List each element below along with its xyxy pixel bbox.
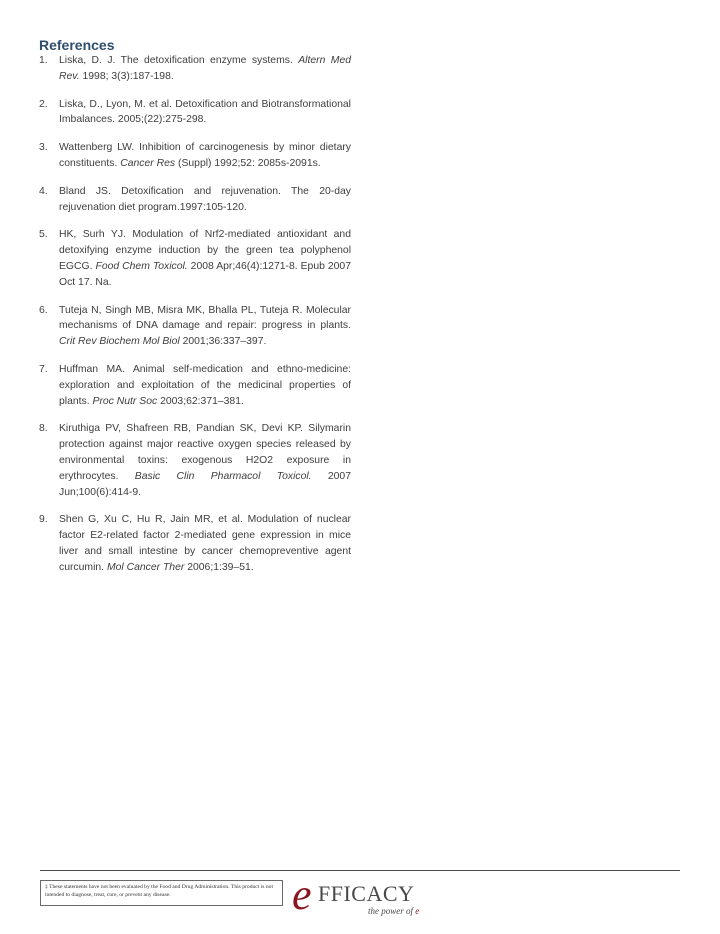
reference-text-part: HK, Surh YJ. Modulation of Nrf2-mediated antioxidant and detoxifying enzyme induction by the green tea polyphenol EGCG. xyxy=(59,229,351,272)
reference-text-part: 2007 Jun;100(6):414-9. xyxy=(59,470,351,498)
reference-text-part: Shen G, Xu C, Hu R, Jain MR, et al. Modulation of nuclear factor E2-related factor 2-mediated gene expression in mice liver and small intestine by cancer chemopreventive agent curcumin. xyxy=(59,514,351,573)
reference-journal: Altern Med Rev. xyxy=(59,55,352,82)
reference-item xyxy=(39,140,351,172)
logo-tagline xyxy=(368,906,419,916)
logo-tagline-text: the power of xyxy=(368,906,413,916)
logo-tagline-mark: e xyxy=(415,906,420,916)
reference-journal: Crit Rev Biochem Mol Biol xyxy=(59,336,180,348)
reference-text-part: Bland JS. Detoxification and rejuvenation. The 20-day rejuvenation diet program.1997:105-120. xyxy=(59,185,351,213)
reference-journal: Food Chem Toxicol. xyxy=(95,260,188,272)
reference-text xyxy=(59,142,351,169)
reference-text-part: 2006;1:39–51. xyxy=(184,561,254,573)
reference-text-part: 2001;36:337–397. xyxy=(179,336,267,348)
reference-item xyxy=(39,303,351,350)
reference-number: 3. xyxy=(39,142,48,154)
reference-number: 7. xyxy=(39,363,48,375)
reference-item xyxy=(39,421,351,500)
reference-number: 1. xyxy=(39,55,48,66)
reference-text xyxy=(59,305,351,348)
reference-number: 5. xyxy=(39,229,48,241)
reference-item xyxy=(39,53,351,85)
reference-text-part: Liska, D. J. The detoxification enzyme systems. xyxy=(59,55,299,66)
reference-text-part: Liska, D., Lyon, M. et al. Detoxification and Biotransformational Imbalances. 2005;(22):275-298. xyxy=(59,98,351,126)
reference-text-part: Tuteja N, Singh MB, Misra MK, Bhalla PL, Tuteja R. Molecular mechanisms of DNA damage and repair: progress in plants. xyxy=(59,304,351,332)
reference-text xyxy=(59,186,351,213)
reference-text-part: 2003;62:371–381. xyxy=(157,395,244,407)
references-heading: References xyxy=(39,37,115,53)
references-list xyxy=(39,53,351,588)
reference-number: 6. xyxy=(39,304,48,316)
reference-item xyxy=(39,227,351,290)
reference-text-part: (Suppl) 1992;52: 2085s-2091s. xyxy=(175,157,321,169)
reference-text xyxy=(59,423,351,497)
reference-item xyxy=(39,362,351,409)
reference-journal: Cancer Res xyxy=(120,157,176,169)
reference-text-part: Wattenberg LW. Inhibition of carcinogenesis by minor dietary constituents. xyxy=(59,142,351,169)
reference-text-part: Kiruthiga PV, Shafreen RB, Pandian SK, Devi KP. Silymarin protection against major reactive oxygen species released by environmental toxins: exogenous H2O2 exposure in erythrocytes. xyxy=(59,423,351,482)
fda-disclaimer: ‡ These statements have not been evaluated by the Food and Drug Administration. This product is not intended to diagnose, treat, cure, or prevent any disease. xyxy=(40,880,283,906)
reference-item xyxy=(39,97,351,129)
reference-journal: Mol Cancer Ther xyxy=(106,561,185,573)
logo-word: FFICACY xyxy=(318,881,415,906)
reference-text-part: 1998; 3(3):187-198. xyxy=(79,70,174,82)
reference-journal: Basic Clin Pharmacol Toxicol. xyxy=(134,470,312,482)
reference-text xyxy=(59,229,351,287)
logo-initial: e xyxy=(292,870,312,919)
efficacy-logo xyxy=(292,870,432,926)
reference-item xyxy=(39,512,351,575)
reference-number: 9. xyxy=(39,514,48,526)
reference-text xyxy=(59,99,351,126)
reference-text-part: 2008 Apr;46(4):1271-8. Epub 2007 Oct 17. Na. xyxy=(59,260,351,288)
reference-number: 4. xyxy=(39,185,48,197)
reference-journal: Proc Nutr Soc xyxy=(92,395,158,407)
reference-text xyxy=(59,514,351,572)
reference-text-part: Huffman MA. Animal self-medication and ethno-medicine: exploration and exploitation of the medicinal properties of plants. xyxy=(59,363,351,407)
reference-text xyxy=(59,55,351,82)
reference-item xyxy=(39,184,351,216)
footer-divider xyxy=(40,870,680,871)
reference-text xyxy=(59,364,351,407)
reference-number: 2. xyxy=(39,98,48,110)
reference-number: 8. xyxy=(39,423,48,435)
